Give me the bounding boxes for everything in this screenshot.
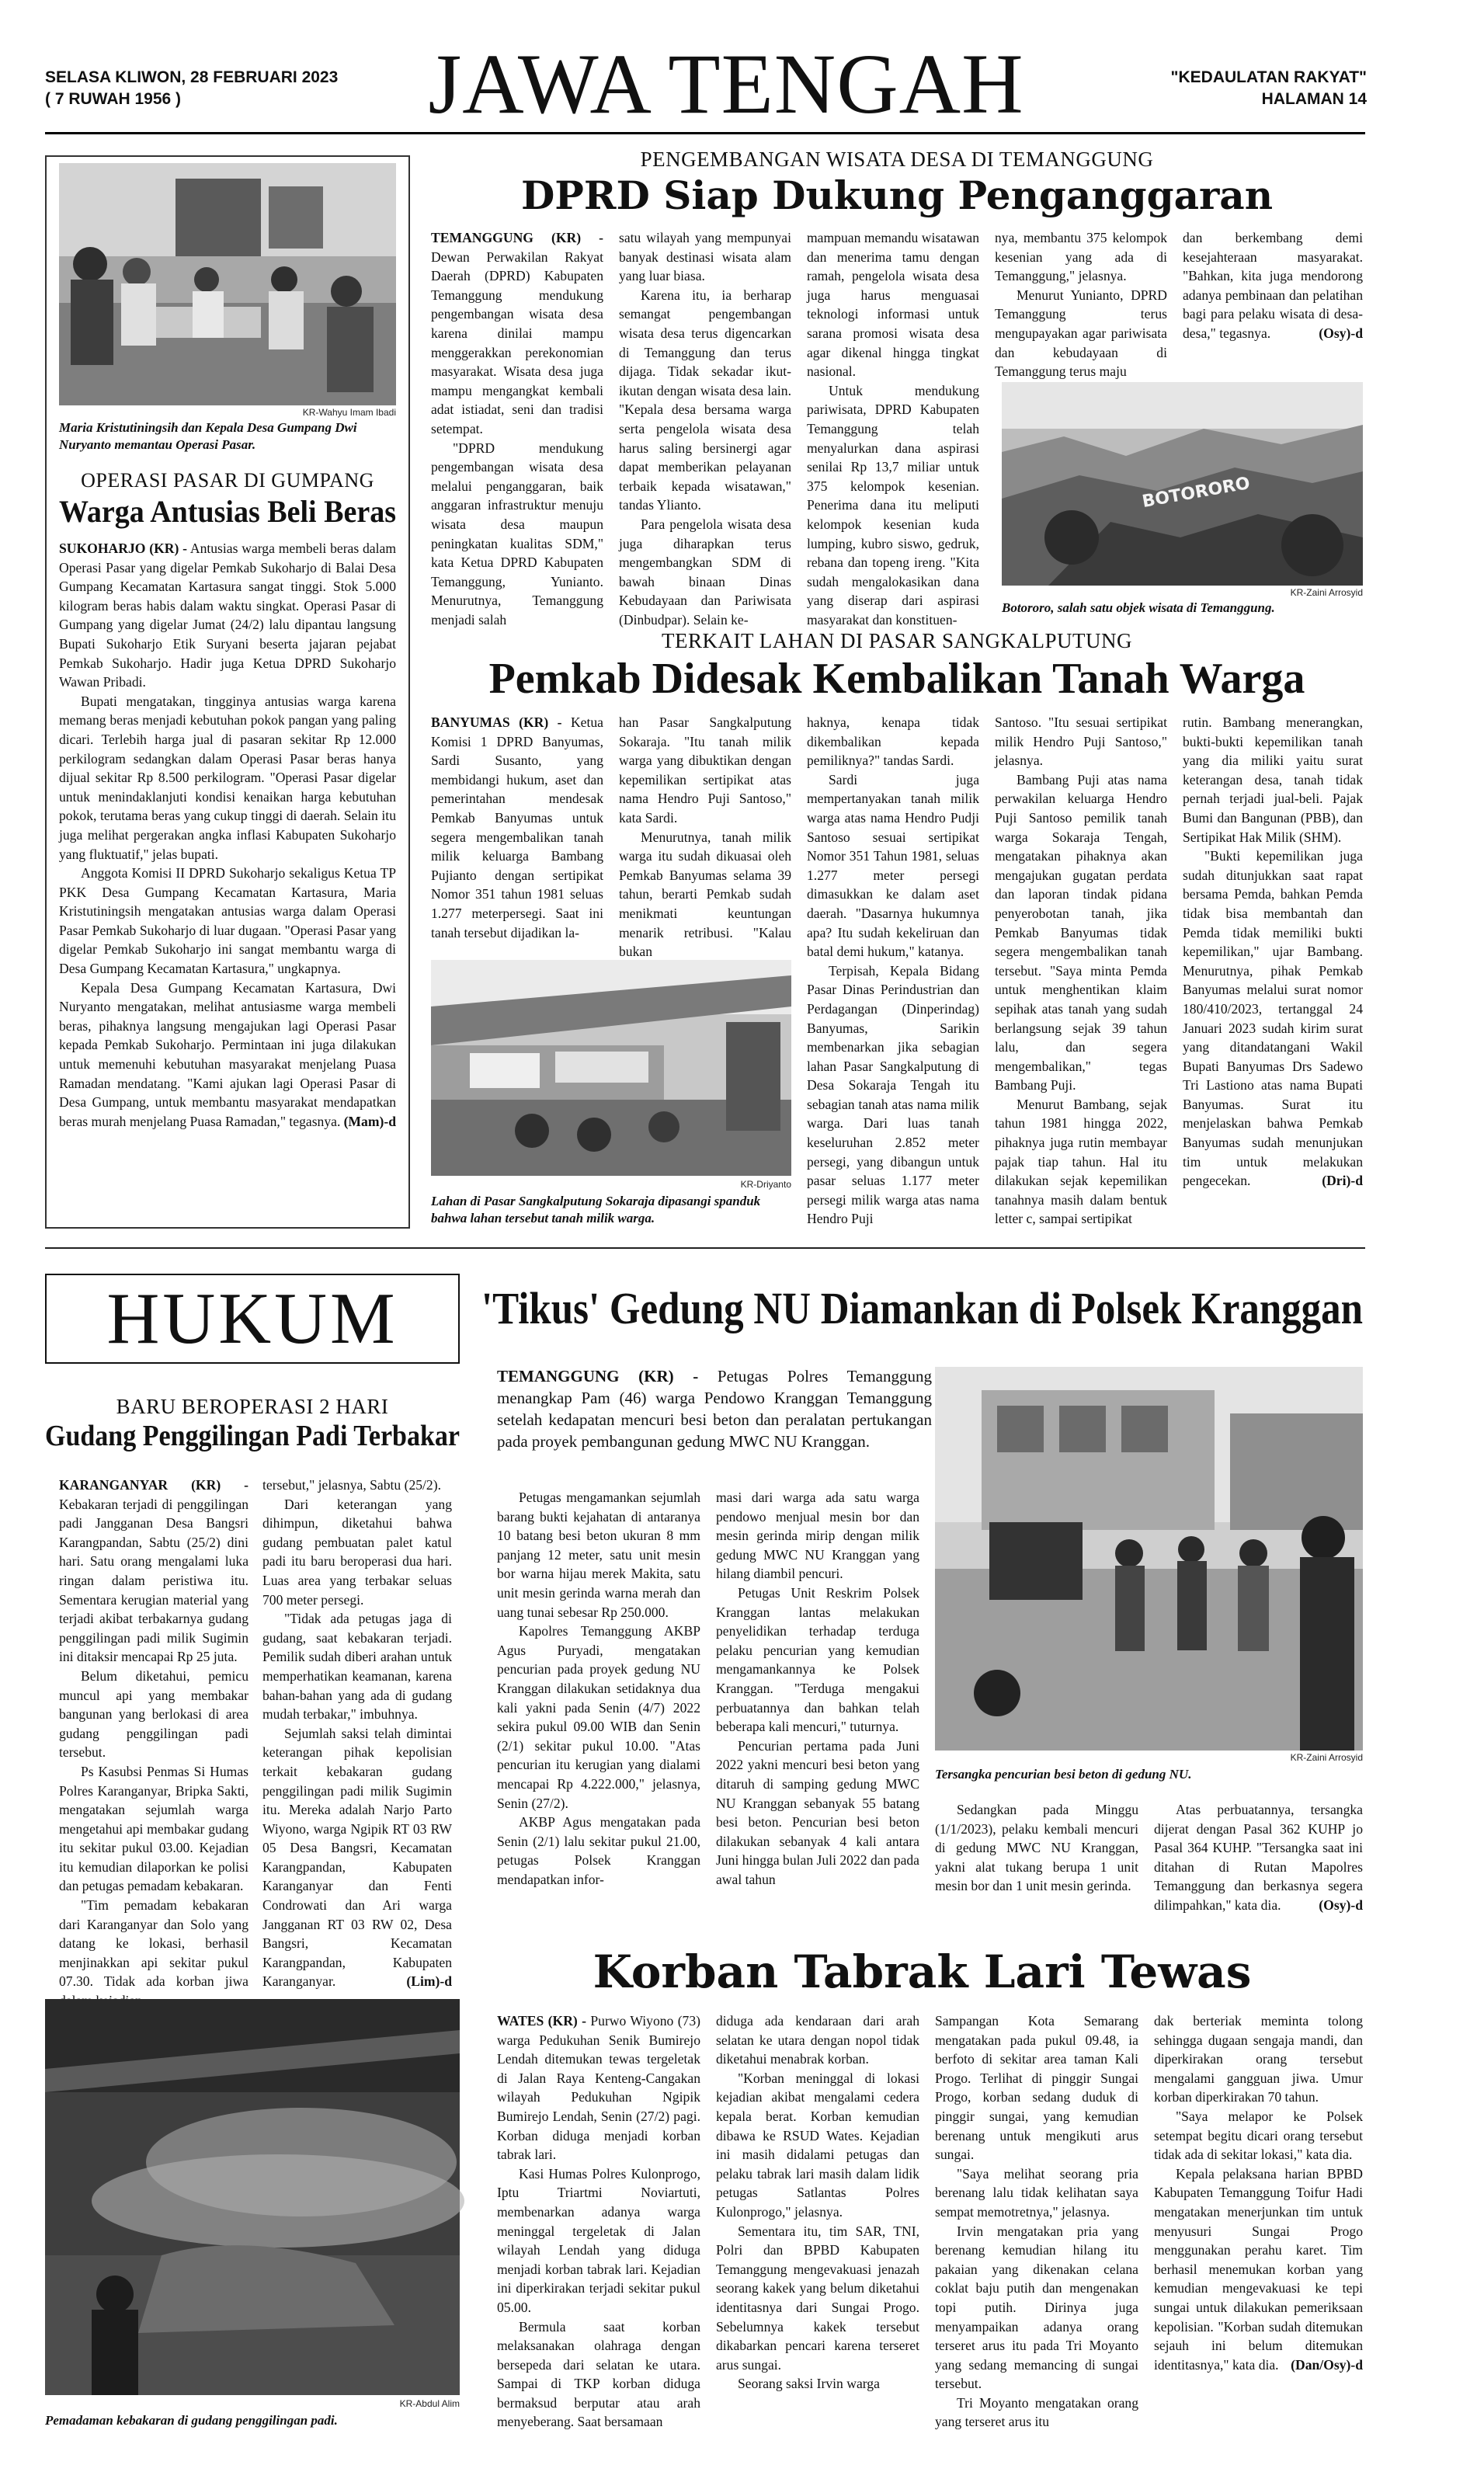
tikus-photo [935,1367,1363,1751]
tikus-caption: Tersangka pencurian besi beton di gedung NU. [935,1767,1192,1782]
tikus-paragraph: Kapolres Temanggung AKBP Agus Puryadi, mengatakan pencurian pada proyek gedung NU Kranggan dilakukan setidaknya dua kali yakni pada Senin (4/7) 2022 sekira pukul 09.00 WIB dan Senin (2/1) sekitar pukul 10.00. "Atas pencurian itu kerugian yang dialami mencapai Rp 4.222.000," jelasnya, Senin (27/2). [497,1623,700,1811]
korban-paragraph: "Saya melihat seorang pria berenang lalu tidak kelihatan saya sempat memotretnya," jelasnya. [935,2165,1138,2220]
dprd-paragraph: mampuan memandu wisatawan dan menerima tamu dengan ramah, pengelola wisata desa juga harus menguasai teknologi informasi untuk sarana promosi wisata desa agar dikenal hingga tingkat nasional. [807,230,979,380]
lahan-byline: (Dri)-d [1322,1173,1363,1189]
korban-paragraph: "Korban meninggal di lokasi kejadian akibat mengalami cedera kepala berat. Korban kemudian dibawa ke RSUD Wates. Kejadian ini masih didalami petugas dan pelaku tabrak lari masih dalam lidik petugas Satlantas Polres Kulonprogo," jelasnya. [716,2070,919,2220]
korban-paragraph: Kasi Humas Polres Kulonprogo, Iptu Triartmi Noviartuti, membenarkan adanya warga meninggal tergeletak di Jalan wilayah Lendah yang diduga menjadi korban tabrak lari. Kejadian ini diperkirakan terjadi sekitar pukul 05.00. [497,2165,700,2315]
korban-paragraph: diduga ada kendaraan dari arah selatan ke utara dengan nopol tidak diketahui menabrak korban. [716,2013,919,2067]
dprd-column [431,228,603,628]
dprd-paragraph: dan berkembang demi kesejahteraan masyarakat. "Bahkan, kita juga mendorong adanya pembinaan dan pelatihan bagi para pelaku wisata di desa-desa," tegasnya. [1183,230,1363,341]
lahan-paragraph: Bambang Puji atas nama perwakilan keluarga Hendro Puji Santoso pemilik tanah warga Sokaraja Tengah, mengatakan pihaknya akan mengajukan gugatan perdata dan laporan tindak pidana penyerobotan tanah, jika Pemkab Banyumas tidak segera mengembalikan tanah tersebut. "Saya minta Pemda untuk menghentikan klaim sepihak atas tanah yang sudah berlangsung sejak 39 tahun lalu, dan segera mengembalikan," tegas Bambang Puji. [995,771,1167,1093]
gumpang-caption: Maria Kristutiningsih dan Kepala Desa Gumpang Dwi Nuryanto memantau Operasi Pasar. [59,420,357,452]
dprd-paragraph: Para pengelola wisata desa juga diharapkan terus mengembangkan SDM di bawah binaan Dinas Kebudayaan dan Pariwisata (Dinbudpar). Selain ke- [619,516,791,628]
masthead [0,0,1409,132]
dprd-column [1183,228,1363,376]
gumpang-dateline: SUKOHARJO (KR) - [59,541,188,556]
gumpang-photo-credit: KR-Wahyu Imam Ibadi [302,407,396,418]
dprd-dateline: TEMANGGUNG (KR) - [431,230,603,245]
lahan-paragraph: rutin. Bambang menerangkan, bukti-bukti kepemilikan tanah yang dia miliki yaitu surat keterangan desa, tanah tidak pernah terjadi jual-beli. Pajak Bumi dan Bangunan (PBB), dan Sertipikat Hak Milik (SHM). [1183,714,1363,845]
gumpang-paragraph: Anggota Komisi II DPRD Sukoharjo sekaligus Ketua TP PKK Desa Gumpang Kecamatan Kartasura, Maria Kristutiningsih mengatakan antusias warga dalam Operasi Pasar Pemkab Sukoharjo di luar dugaan. "Operasi Pasar yang digelar Pemkab Sukoharjo ini sangat membantu warga di Desa Gumpang Kecamatan Kartasura," ungkapnya. [59,865,396,977]
tikus-paragraph: Atas perbuatannya, tersangka dijerat dengan Pasal 362 KUHP jo Pasal 364 KUHP. "Tersangka saat ini ditahan di Rutan Mapolres Temanggung dan berkasnya segera dilimpahkan," kata dia. [1154,1802,1363,1913]
tikus-photo-credit: KR-Zaini Arrosyid [1290,1752,1363,1763]
korban-column [1154,2011,1363,2459]
korban-paragraph: "Saya melapor ke Polsek setempat begitu dicari orang tersebut tidak ada di sekitar lokasi," kata dia. [1154,2108,1363,2163]
gumpang-paragraph: Antusias warga membeli beras dalam Operasi Pasar yang digelar Pemkab Sukoharjo di Balai Desa Gumpang Kecamatan Kartasura sangat tinggi. Stok 5.000 kilogram beras habis dalam waktu singkat. Operasi Pasar di Gumpang yang digelar Jumat (24/2) lalu dipantau langsung Bupati Sukoharjo Etik Suryani beserta jajaran pejabat Pemkab Sukoharjo. Hadir juga Ketua DPRD Sukoharjo Wawan Pribadi. [59,541,397,690]
dprd-caption: Botororo, salah satu objek wisata di Temanggung. [1002,600,1275,615]
dprd-headline: DPRD Siap Dukung Penganggaran [520,172,1274,218]
section-divider [45,1247,1365,1249]
botororo-sign: BOTORORO [1140,473,1252,513]
gudang-paragraph: Dari keterangan yang dihimpun, diketahui bahwa gudang pembuatan palet katul padi itu baru beroperasi dua hari. Luas area yang terbakar seluas 700 meter persegi. [262,1496,452,1608]
lahan-caption: Lahan di Pasar Sangkalputung Sokaraja dipasangi spanduk bahwa lahan tersebut tanah milik warga. [431,1194,761,1226]
gudang-column [59,1476,248,1988]
gumpang-kicker: OPERASI PASAR DI GUMPANG [81,469,374,492]
gudang-paragraph: Belum diketahui, pemicu muncul api yang membakar bangunan yang berlokasi di area gudang penggilingan padi tersebut. [59,1667,248,1761]
lahan-paragraph: Menurutnya, tanah milik warga itu sudah dikuasai oleh Pemkab Banyumas selama 39 tahun, berarti Pemkab sudah menikmati keuntungan menarik retribusi. "Kalau bukan [619,829,791,960]
gudang-paragraph: "Tidak ada petugas jaga di gudang, saat kebakaran terjadi. Pemilik sudah diberi arahan untuk memperhatikan keamanan, karena bahan-bahan yang ada di gudang mudah terbakar," imbuhnya. [262,1611,452,1723]
korban-paragraph: Irvin mengatakan pria yang berenang kemudian hilang itu pakaian yang dikenakan celana coklat baju putih dan mengenakan topi putih. Dirinya juga menyampaikan adanya orang terseret arus itu pada Tri Moyanto yang sedang memancing di sungai tersebut. [935,2223,1138,2392]
dprd-paragraph: satu wilayah yang mempunyai banyak destinasi wisata alam yang luar biasa. [619,230,791,284]
tikus-paragraph: Petugas Unit Reskrim Polsek Kranggan lantas melakukan penyelidikan terhadap terduga pelaku pencurian yang kemudian mengamankannya ke Polsek Kranggan. "Terduga mengakui perbuatannya dan bahkan telah beberapa kali mencuri," tuturnya. [716,1584,919,1735]
hukum-section-label: HUKUM [106,1278,398,1359]
gudang-column [262,1476,452,1988]
date-line: SELASA KLIWON, 28 FEBRUARI 2023 [45,68,339,86]
lahan-paragraph: haknya, kenapa tidak dikembalikan kepada pemiliknya?" tandas Sardi. [807,714,979,769]
lahan-headline: Pemkab Didesak Kembalikan Tanah Warga [488,655,1305,703]
tikus-lead-text: Petugas Polres Temanggung menangkap Pam (46) warga Pendowo Kranggan Temanggung setelah kedapatan mencuri besi beton dan peralatan pertukangan pada proyek pembangunan gedung MWC NU Kranggan. [497,1367,932,1451]
lahan-paragraph: "Bukti kepemilikan juga sudah ditunjukkan saat rapat bersama Pemda, bahkan Pemda tidak bisa membantah dan Pemda tidak memiliki bukti kepemilikan," ujar Bambang. Menurutnya, pihak Pemkab Banyumas melalui surat nomor 180/410/2023, tertanggal 24 Januari 2023 sudah kirim surat yang ditandatangani Wakil Bupati Banyumas Drs Sadewo Tri Lastiono atas nama Bupati Banyumas. Surat itu menjelaskan bahwa Pemkab Banyumas sudah menunjukan tim untuk melakukan pengecekan. [1183,848,1363,1189]
lahan-kicker: TERKAIT LAHAN DI PASAR SANGKALPUTUNG [661,629,1133,652]
korban-paragraph: dak berteriak meminta tolong sehingga dugaan sengaja mandi, dan diperkirakan orang tersebut mengalami gangguan jiwa. Umur korban diperkirakan 70 tahun. [1154,2013,1363,2105]
dprd-paragraph: Untuk mendukung pariwisata, DPRD Kabupaten Temanggung telah menyalurkan dana aspirasi senilai Rp 13,7 miliar untuk 375 kelompok kesenian. Penerima dana itu meliputi kelompok kesenian kuda lumping, kubro siswo, gedruk, rebana dan topeng ireng. "Kita sudah mengalokasikan dana yang diserap dari aspirasi masyarakat dan konstituen- [807,382,979,628]
korban-headline: Korban Tabrak Lari Tewas [593,1945,1252,1998]
gudang-paragraph: tersebut," jelasnya, Sabtu (25/2). [262,1477,441,1493]
korban-paragraph: Kepala pelaksana harian BPBD Kabupaten Temanggung Toifur Hadi mengatakan menerjunkan tim untuk menyusuri Sungai Progo menggunakan perahu karet. Tim berhasil menemukan korban yang kemudian mengevakuasi ke tepi sungai untuk dilakukan pemeriksaan kepolisian. "Korban sudah ditemukan sejauh ini belum ditemukan identitasnya," kata dia. [1154,2165,1363,2373]
lahan-paragraph: han Pasar Sangkalputung Sokaraja. "Itu tanah milik warga yang dibuktikan dengan kepemilikan sertipikat atas nama Hendro Puji Santoso," kata Sardi. [619,714,791,826]
gudang-paragraph: "Tim pemadam kebakaran dari Karanganyar dan Solo yang datang ke lokasi, berhasil menjinakkan api sekitar pukul 07.30. Tidak ada korban jiwa [59,1897,248,1990]
korban-paragraph: Purwo Wiyono (73) warga Pedukuhan Senik Bumirejo Lendah ditemukan tewas tergeletak di Jalan Raya Kenteng-Cangakan wilayah Pedukuhan Ngipik Bumirejo Lendah, Senin (27/2) pagi. Korban diduga menjadi korban tabrak lari. [497,2013,701,2163]
lahan-paragraph: Santoso. "Itu sesuai sertipikat milik Hendro Puji Santoso," jelasnya. [995,714,1167,769]
lahan-column [995,713,1167,1226]
dprd-byline: (Osy)-d [1319,325,1363,341]
gudang-dateline: KARANGANYAR (KR) - [59,1477,248,1493]
lahan-column [431,713,603,946]
tikus-dateline: TEMANGGUNG (KR) - [497,1367,699,1385]
korban-byline: (Dan/Osy)-d [1291,2356,1363,2373]
lahan-paragraph: Sardi juga mempertanyakan tanah milik warga atas nama Hendro Pudji Santoso sesuai sertipikat Nomor 351 Tahun 1981, seluas 1.277 meter persegi dimasukkan ke dalam aset daerah. "Dasarnya hukumnya apa? Itu sudah kekeliruan dan batal demi hukum," katanya. [807,771,979,960]
lahan-dateline: BANYUMAS (KR) - [431,714,562,730]
tikus-paragraph: Sedangkan pada Minggu (1/1/2023), pelaku kembali mencuri di gedung MWC NU Kranggan, yakni alat tukang berupa 1 unit mesin bor dan 1 unit mesin gerinda. [935,1802,1138,1894]
dprd-paragraph: Karena itu, ia berharap semangat pengembangan wisata desa terus digencarkan di Temanggung dan terus dijaga. Tidak sekadar ikut-ikutan dengan wisata desa lain. "Kepala desa bersama warga serta pengelola wisata desa harus saling bersinergi agar dapat memberikan pelayanan terbaik kepada wisatawan," tandas Ylianto. [619,287,791,513]
dprd-paragraph: Menurut Yunianto, DPRD Temanggung terus mengupayakan agar pariwisata dan kebudayaan di Temanggung terus maju [995,287,1167,380]
gudang-photo-credit: KR-Abdul Alim [399,2398,460,2409]
tikus-column [497,1488,700,1937]
tikus-paragraph: Petugas mengamankan sejumlah barang bukti kejahatan di antaranya 10 batang besi beton ukuran 8 mm panjang 12 meter, satu unit mesin bor warna hijau merek Makita, satu unit mesin gerinda warna merah dan uang tunai sebesar Rp 250.000. [497,1490,700,1620]
gudang-headline: Gudang Penggilingan Padi Terbakar [45,1420,460,1452]
dprd-kicker: PENGEMBANGAN WISATA DESA DI TEMANGGUNG [640,148,1154,171]
dprd-column [619,228,791,628]
lahan-column [807,713,979,1226]
gudang-paragraph: Ps Kasubsi Penmas Si Humas Polres Karanganyar, Bripka Sakti, mengatakan sejumlah warga mengetahui api membakar gudang itu sekitar pukul 03.00. Kejadian itu kemudian dilaporkan ke polisi dan petugas pemadam kebakaran. [59,1763,248,1894]
gumpang-byline: (Mam)-d [343,1113,396,1129]
lahan-column [619,713,791,960]
tikus-column [716,1488,919,1937]
paper-name: "KEDAULATAN RAKYAT" [1170,68,1367,86]
hijri-date-line: ( 7 RUWAH 1956 ) [45,90,182,108]
lahan-photo-credit: KR-Driyanto [740,1179,791,1190]
tikus-headline: 'Tikus' Gedung NU Diamankan di Polsek Kranggan [481,1283,1363,1333]
korban-paragraph: Tri Moyanto mengatakan orang yang terseret arus itu [935,2394,1138,2430]
tikus-paragraph: AKBP Agus mengatakan pada Senin (2/1) lalu sekitar pukul 21.00, petugas Polsek Kranggan mendapatkan infor- [497,1814,700,1887]
gumpang-headline: Warga Antusias Beli Beras [59,494,396,529]
gudang-byline: (Lim)-d [406,1973,452,1990]
gudang-paragraph: Kebakaran terjadi di penggilingan padi Jangganan Desa Bangsri Karangpandan, Sabtu (25/2) dini hari. Satu orang mengalami luka ringan dalam peristiwa itu. Sementara kerugian material yang terjadi akibat terbakarnya gudang penggilingan padi milik Sugimin ini ditaksir mencapai Rp 25 juta. [59,1496,248,1665]
tikus-byline: (Osy)-d [1319,1897,1363,1913]
gumpang-body [59,539,396,1222]
page-number: HALAMAN 14 [1261,90,1367,108]
dprd-paragraph: Dewan Perwakilan Rakyat Daerah (DPRD) Kabupaten Temanggung mendukung pengembangan wisata desa karena dinilai mampu menggerakkan perekonomian masyarakat. Wisata desa juga mampu mengangkat kembali adat istiadat, seni dan tradisi setempat. [431,249,603,436]
gumpang-paragraph: Bupati mengatakan, tingginya antusias warga karena memang beras menjadi kebutuhan pokok pangan yang paling dicari. Terlebih harga jual di pasaran sekitar Rp 12.000 perkilogram sedangkan dalam Operasi Pasar beras hanya dijual sekitar Rp 8.500 perkilogram. "Operasi Pasar digelar untuk menindaklanjuti kondisi kenaikan harga kebutuhan pokok, terutama beras yang cukup tinggi di daerah. Selain itu juga melihat pergerakan angka inflasi Kabupaten Sukoharjo yang fluktuatif," jelas bupati. [59,693,396,862]
section-title: JAWA TENGAH [428,37,1024,131]
masthead-rule [45,132,1365,134]
dprd-photo-credit: KR-Zaini Arrosyid [1290,587,1363,598]
lahan-paragraph: Menurut Bambang, sejak tahun 1981 hingga 2022, pihaknya juga rutin membayar pajak tiap tahun. Hal itu dilakukan sejak kepemilikan tanahnya masih dalam bentuk letter c, sampai sertipikat [995,1096,1167,1227]
tikus-paragraph: masi dari warga ada satu warga pendowo menjual mesin bor dan mesin gerinda mirip dengan milik gedung MWC NU Kranggan yang hilang diambil pencuri. [716,1490,919,1582]
korban-paragraph: Sampangan Kota Semarang mengatakan pada pukul 09.48, ia berfoto di sekitar area taman Kali Progo. Terlihat di pinggir Sungai Progo, korban sedang duduk di pinggir sungai, yang kemudian berenang untuk mengikuti arus sungai. [935,2013,1138,2163]
gudang-kicker: BARU BEROPERASI 2 HARI [116,1395,389,1418]
gumpang-paragraph: Kepala Desa Gumpang Kecamatan Kartasura, Dwi Nuryanto mengatakan, melihat antusiasme warga membeli beras, pihaknya langsung mengajukan lagi Operasi Pasar kepada Pemkab Sukoharjo. Permintaan ini juga dilakukan untuk memenuhi kebutuhan masyarakat menjelang Puasa Ramadan mendatang. "Kami ajukan lagi Operasi Pasar di Desa Gumpang, untuk membantu masyarakat mendapatkan beras murah menjelang Puasa Ramadan," tegasnya. [59,979,396,1129]
korban-column [935,2011,1138,2459]
lahan-paragraph: Ketua Komisi 1 DPRD Banyumas, Sardi Susanto, yang membidangi hukum, aset dan pemerintahan mendesak Pemkab Banyumas untuk segera mengembalikan tanah milik keluarga Bambang Pujianto dengan sertipikat Nomor 351 tahun 1981 seluas 1.277 meterpersegi. Saat ini tanah tersebut dijadikan la- [431,714,603,940]
dprd-paragraph: nya, membantu 375 kelompok kesenian yang ada di Temanggung," jelasnya. [995,230,1167,284]
gudang-caption: Pemadaman kebakaran di gudang penggilingan padi. [45,2413,338,2428]
gudang-paragraph: Sejumlah saksi telah dimintai keterangan pihak kepolisian terkait kebakaran gudang penggilingan padi milik Sugimin itu. Mereka adalah Narjo Parto Wiyono, warga Ngipik RT 03 RW 05 Desa Bangsri, Kecamatan Karangpandan, Kabupaten Karanganyar dan Fenti Condrowati dan Ari warga Jangganan RT 03 RW 02, Desa Bangsri, Kecamatan Karangpandan, Kabupaten Karanganyar. [262,1725,452,1990]
dprd-column [807,228,979,628]
korban-paragraph: Sementara itu, tim SAR, TNI, Polri dan BPBD Kabupaten Temanggung mengevakuasi jenazah seorang kakek yang belum diketahui identitasnya dari Sungai Progo. Sebelumnya kakek tersebut dikabarkan pencari karena terseret arus sungai. [716,2223,919,2373]
tikus-column [1154,1800,1363,1937]
dprd-paragraph: "DPRD mendukung pengembangan wisata desa melalui penganggaran, baik anggaran infrastruktur menuju wisata desa maupun peningkatan kualitas SDM," kata Ketua DPRD Kabupaten Temanggung, Yunianto. Menurutnya, Temanggung menjadi salah [431,440,603,628]
tikus-paragraph: Pencurian pertama pada Juni 2022 yakni mencuri besi beton yang ditaruh di samping gedung MWC NU Kranggan sebanyak 55 batang besi beton. Pencurian besi beton dilakukan sebanyak 4 kali antara Juni hingga bulan Juli 2022 dan pada awal tahun [716,1737,919,1887]
lahan-paragraph: Terpisah, Kepala Bidang Pasar Dinas Perindustrian dan Perdagangan (Dinperindag) Banyumas, Sarikin membenarkan jika sebagian lahan Pasar Sangkalputung di Desa Sokaraja Tengah itu sebagian tanah atas nama milik warga. Dari luas tanah keseluruhan 2.852 meter persegi, yang dibangun untuk pasar seluas 1.177 meter persegi milik warga atas nama Hendro Puji [807,962,979,1227]
lahan-photo [431,960,791,1176]
dprd-photo [1002,382,1363,586]
korban-paragraph: Seorang saksi Irvin warga [738,2376,880,2392]
gumpang-photo [59,163,396,405]
dprd-column [995,228,1167,380]
korban-column [497,2011,700,2459]
lahan-column [1183,713,1363,1226]
korban-paragraph: Bermula saat korban melaksanakan olahraga dengan bersepeda dari selatan ke utara. Sampai di TKP korban diduga bermaksud berputar atau arah menyeberang. Saat bersamaan [497,2318,700,2430]
tikus-column [935,1800,1138,1937]
korban-column [716,2011,919,2459]
gudang-photo [45,1999,460,2395]
tikus-lead [497,1365,932,1452]
korban-dateline: WATES (KR) - [497,2013,586,2029]
